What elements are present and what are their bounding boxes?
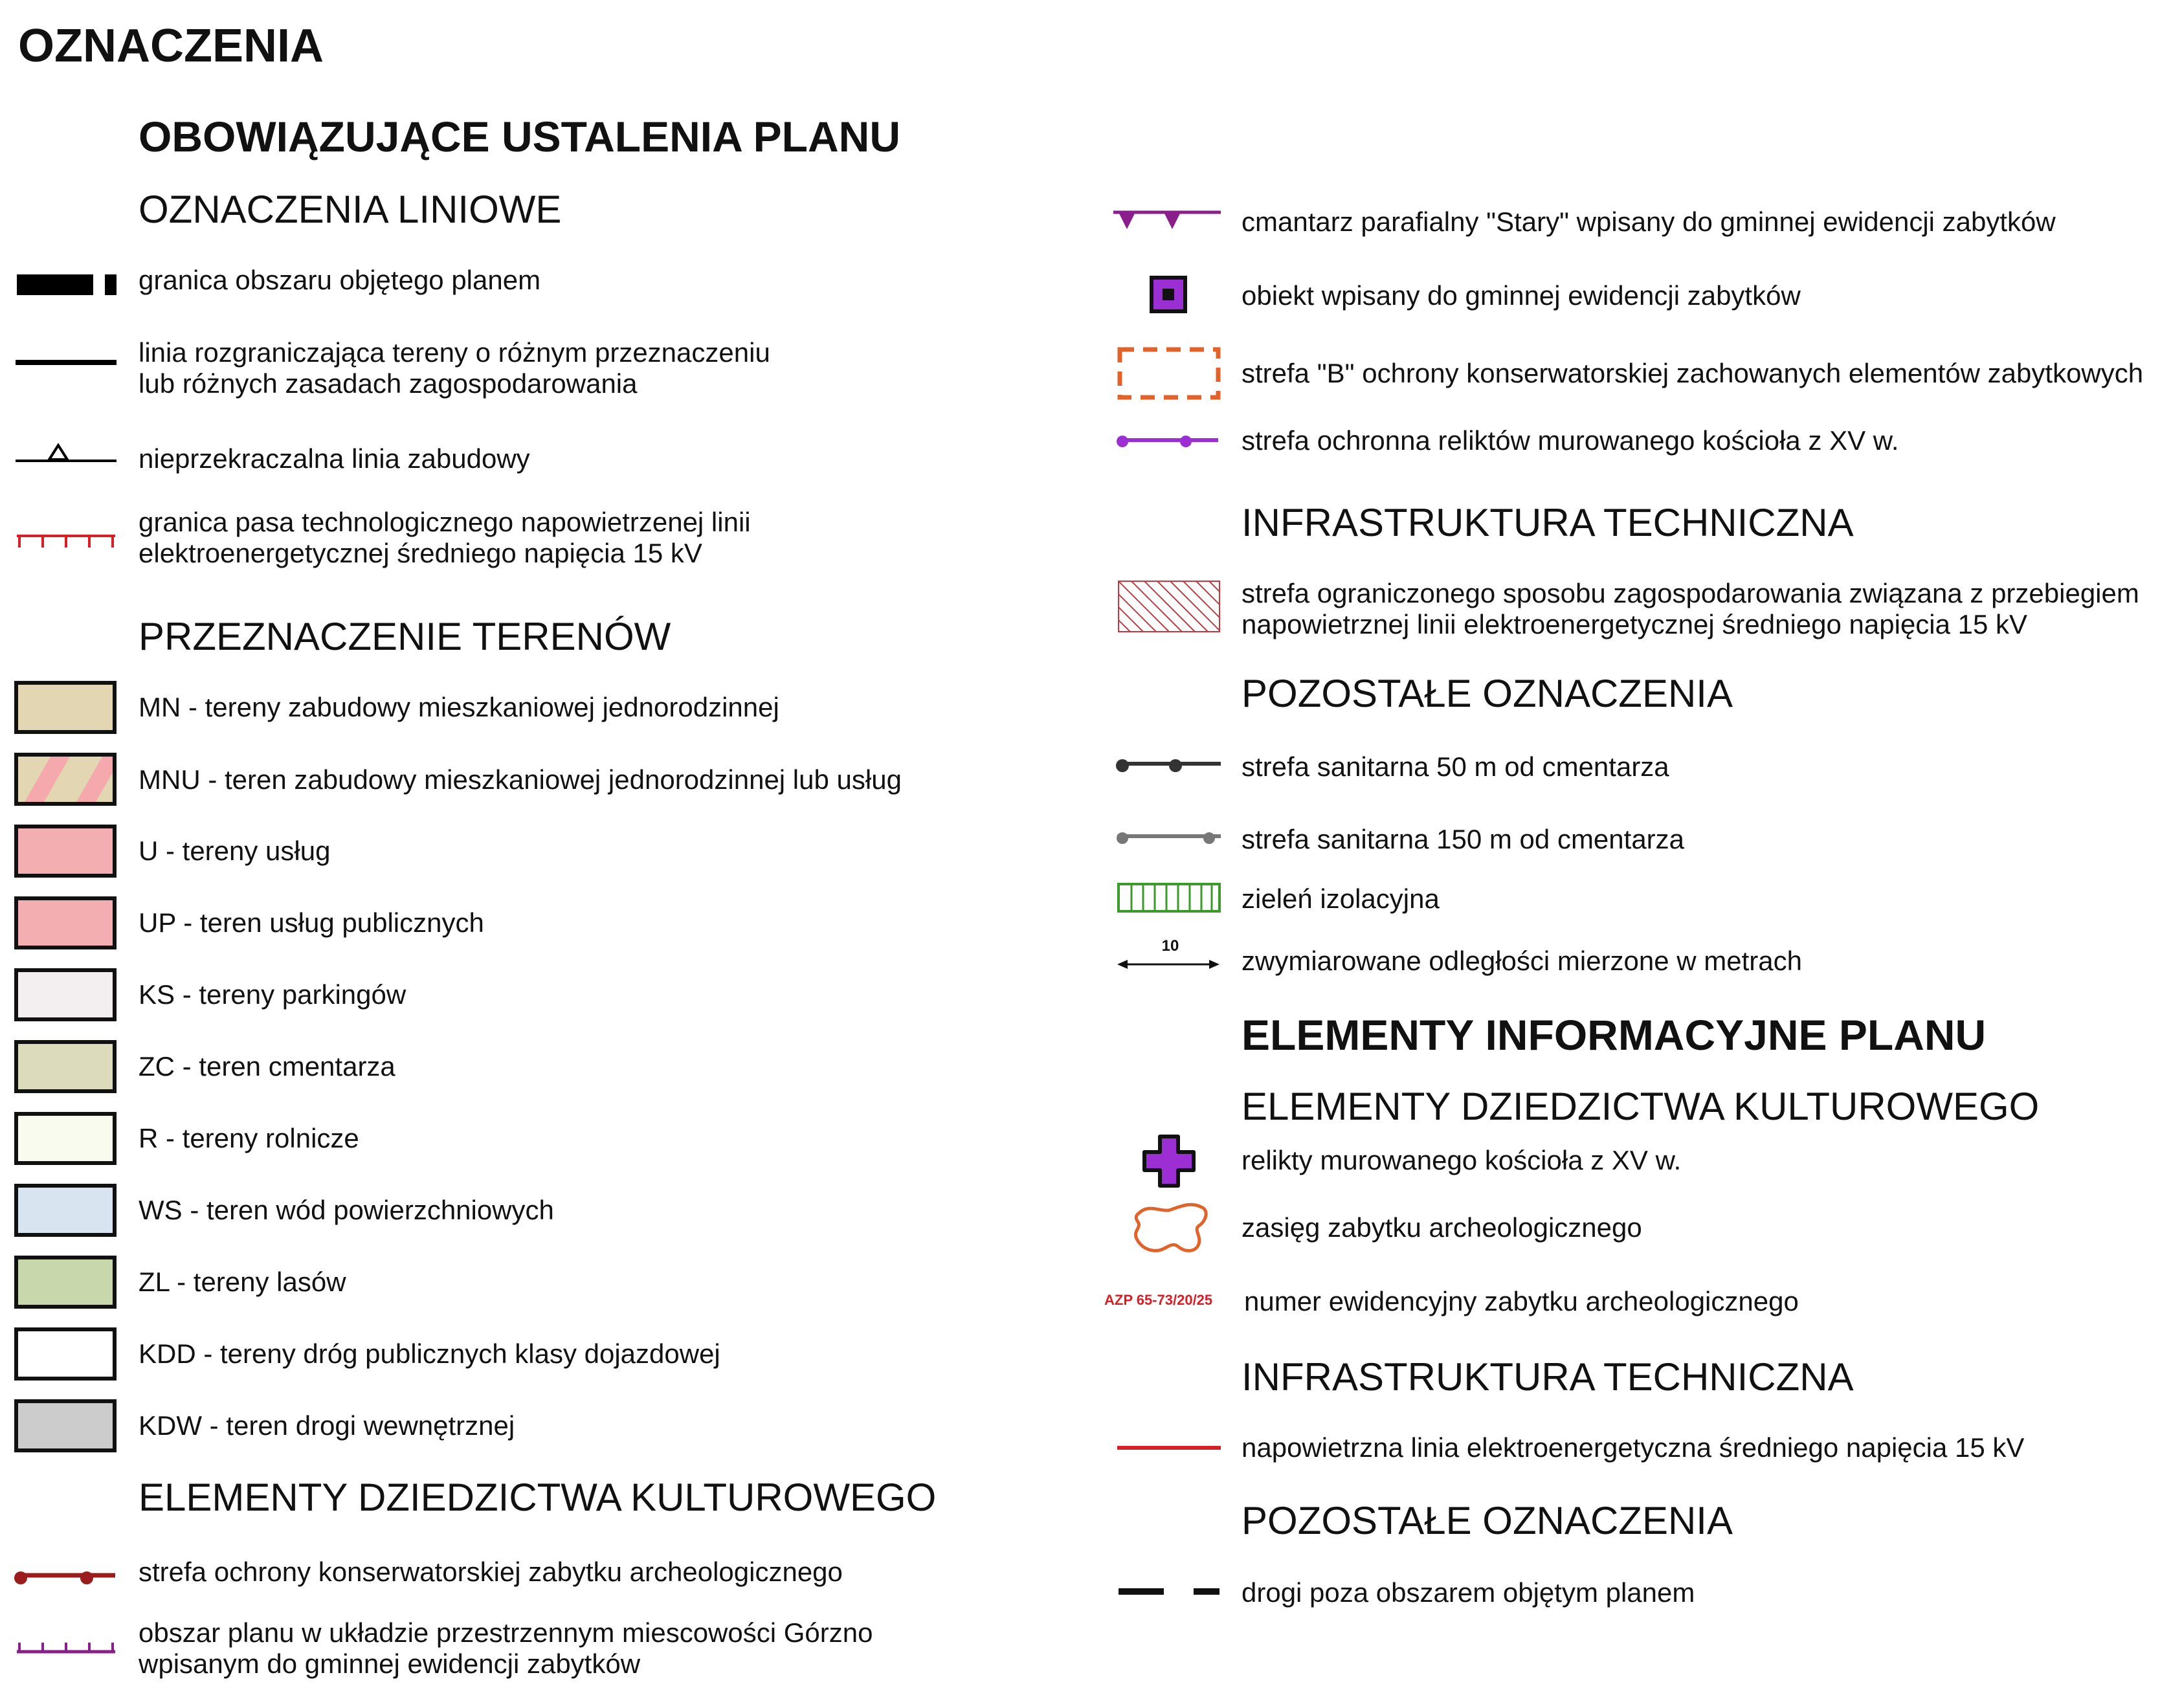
info-heritage-title: ELEMENTY DZIEDZICTWA KULTUROWEGO bbox=[1241, 1085, 2040, 1128]
restricted-zone-hatch-icon bbox=[1117, 580, 1221, 633]
power-corridor-label-1: granica pasa technologicznego napowietrzenej linii bbox=[139, 507, 751, 537]
zone-up-swatch bbox=[14, 896, 117, 949]
zone-mn-swatch bbox=[14, 681, 117, 734]
zone-mnu-swatch bbox=[14, 753, 117, 806]
building-line-label: nieprzekraczalna linia zabudowy bbox=[139, 443, 530, 474]
zoning-section-title: PRZEZNACZENIE TERENÓW bbox=[139, 615, 671, 658]
power-corridor-label-2: elektroenergetycznej średniego napięcia 15 kV bbox=[139, 538, 702, 568]
zone-kdd-label: KDD - tereny dróg publicznych klasy dojazdowej bbox=[139, 1338, 720, 1369]
cemetery-line-icon bbox=[1113, 208, 1223, 234]
zone-u-swatch bbox=[14, 825, 117, 878]
registry-number-label: numer ewidencyjny zabytku archeologicznego bbox=[1244, 1286, 1799, 1316]
infra-section-title: INFRASTRUKTURA TECHNICZNA bbox=[1241, 501, 1854, 544]
building-line-icon bbox=[14, 440, 118, 466]
dimension-value: 10 bbox=[1161, 937, 1179, 955]
plan-boundary-label: granica obszaru objętego planem bbox=[139, 265, 541, 295]
restricted-zone-label-2: napowietrznej linii elektroenergetycznej średniego napięcia 15 kV bbox=[1241, 609, 2028, 639]
zone-b-icon bbox=[1117, 347, 1221, 400]
zone-kdw-label: KDW - teren drogi wewnętrznej bbox=[139, 1410, 515, 1441]
restricted-zone-label-1: strefa ograniczonego sposobu zagospodarowania związana z przebiegiem bbox=[1241, 578, 2139, 608]
other-section-title: POZOSTAŁE OZNACZENIA bbox=[1241, 672, 1733, 715]
demarcation-line-label-2: lub różnych zasadach zagospodarowania bbox=[139, 368, 638, 399]
zone-r-swatch bbox=[14, 1112, 117, 1165]
info-other-title: POZOSTAŁE OZNACZENIA bbox=[1241, 1499, 1733, 1542]
church-relics-zone-label: strefa ochronna reliktów murowanego kościoła z XV w. bbox=[1241, 425, 1899, 456]
registry-code-sample: AZP 65-73/20/25 bbox=[1104, 1292, 1213, 1308]
zone-b-label: strefa "B" ochrony konserwatorskiej zachowanych elementów zabytkowych bbox=[1241, 358, 2144, 388]
zone-zc-label: ZC - teren cmentarza bbox=[139, 1051, 395, 1081]
archaeological-zone-icon bbox=[12, 1568, 119, 1587]
spatial-layout-label-1: obszar planu w układzie przestrzennym miescowości Górzno bbox=[139, 1617, 873, 1648]
church-relics-label: relikty murowanego kościoła z XV w. bbox=[1241, 1145, 1682, 1175]
zone-ks-label: KS - tereny parkingów bbox=[139, 979, 406, 1010]
zone-mnu-label: MNU - teren zabudowy mieszkaniowej jednorodzinnej lub usług bbox=[139, 764, 902, 795]
sanitary-150-label: strefa sanitarna 150 m od cmentarza bbox=[1241, 824, 1685, 854]
zone-ws-label: WS - teren wód powierzchniowych bbox=[139, 1195, 554, 1225]
cemetery-label: cmantarz parafialny "Stary" wpisany do gminnej ewidencji zabytków bbox=[1241, 206, 2056, 237]
informational-heading: ELEMENTY INFORMACYJNE PLANU bbox=[1241, 1011, 1987, 1059]
zone-mn-label: MN - tereny zabudowy mieszkaniowej jednorodzinnej bbox=[139, 692, 779, 722]
zone-zc-swatch bbox=[14, 1040, 117, 1093]
archaeological-outline-icon bbox=[1129, 1199, 1213, 1257]
power-line-icon bbox=[1116, 1443, 1222, 1452]
church-cross-icon bbox=[1142, 1134, 1196, 1188]
outside-roads-icon bbox=[1117, 1587, 1221, 1596]
zone-ws-swatch bbox=[14, 1184, 117, 1237]
plan-boundary-icon bbox=[14, 272, 118, 298]
church-relics-zone-icon bbox=[1115, 432, 1222, 449]
zone-up-label: UP - teren usług publicznych bbox=[139, 907, 484, 938]
sanitary-50-label: strefa sanitarna 50 m od cmentarza bbox=[1241, 751, 1669, 782]
spatial-layout-label-2: wpisanym do gminnej ewidencji zabytków bbox=[139, 1648, 641, 1679]
zone-kdd-swatch bbox=[14, 1327, 117, 1381]
heritage-section-title: ELEMENTY DZIEDZICTWA KULTUROWEGO bbox=[139, 1476, 937, 1519]
zone-ks-swatch bbox=[14, 968, 117, 1021]
archaeological-extent-label: zasięg zabytku archeologicznego bbox=[1241, 1212, 1642, 1243]
sanitary-150-icon bbox=[1113, 830, 1223, 847]
monument-square-icon bbox=[1150, 276, 1187, 313]
spatial-layout-icon bbox=[14, 1637, 118, 1657]
power-corridor-icon bbox=[14, 532, 118, 551]
green-buffer-icon bbox=[1117, 883, 1221, 913]
zone-r-label: R - tereny rolnicze bbox=[139, 1123, 359, 1153]
sanitary-50-icon bbox=[1113, 757, 1223, 774]
zone-zl-label: ZL - tereny lasów bbox=[139, 1267, 346, 1297]
linear-section-title: OZNACZENIA LINIOWE bbox=[139, 188, 562, 231]
monument-label: obiekt wpisany do gminnej ewidencji zabytków bbox=[1241, 280, 1801, 311]
dimension-label: zwymiarowane odległości mierzone w metrach bbox=[1241, 946, 1803, 976]
binding-provisions-heading: OBOWIĄZUJĄCE USTALENIA PLANU bbox=[139, 113, 900, 161]
zone-u-label: U - tereny usług bbox=[139, 836, 331, 866]
power-line-label: napowietrzna linia elektroenergetyczna średniego napięcia 15 kV bbox=[1241, 1432, 2025, 1463]
green-buffer-label: zieleń izolacyjna bbox=[1241, 883, 1440, 914]
demarcation-line-icon bbox=[14, 356, 118, 369]
outside-roads-label: drogi poza obszarem objętym planem bbox=[1241, 1577, 1695, 1608]
zone-zl-swatch bbox=[14, 1256, 117, 1309]
info-infra-title: INFRASTRUKTURA TECHNICZNA bbox=[1241, 1355, 1854, 1399]
archaeological-zone-label: strefa ochrony konserwatorskiej zabytku archeologicznego bbox=[139, 1557, 843, 1587]
demarcation-line-label-1: linia rozgraniczająca tereny o różnym przeznaczeniu bbox=[139, 337, 770, 368]
legend-title: OZNACZENIA bbox=[18, 20, 324, 72]
zone-kdw-swatch bbox=[14, 1399, 117, 1452]
